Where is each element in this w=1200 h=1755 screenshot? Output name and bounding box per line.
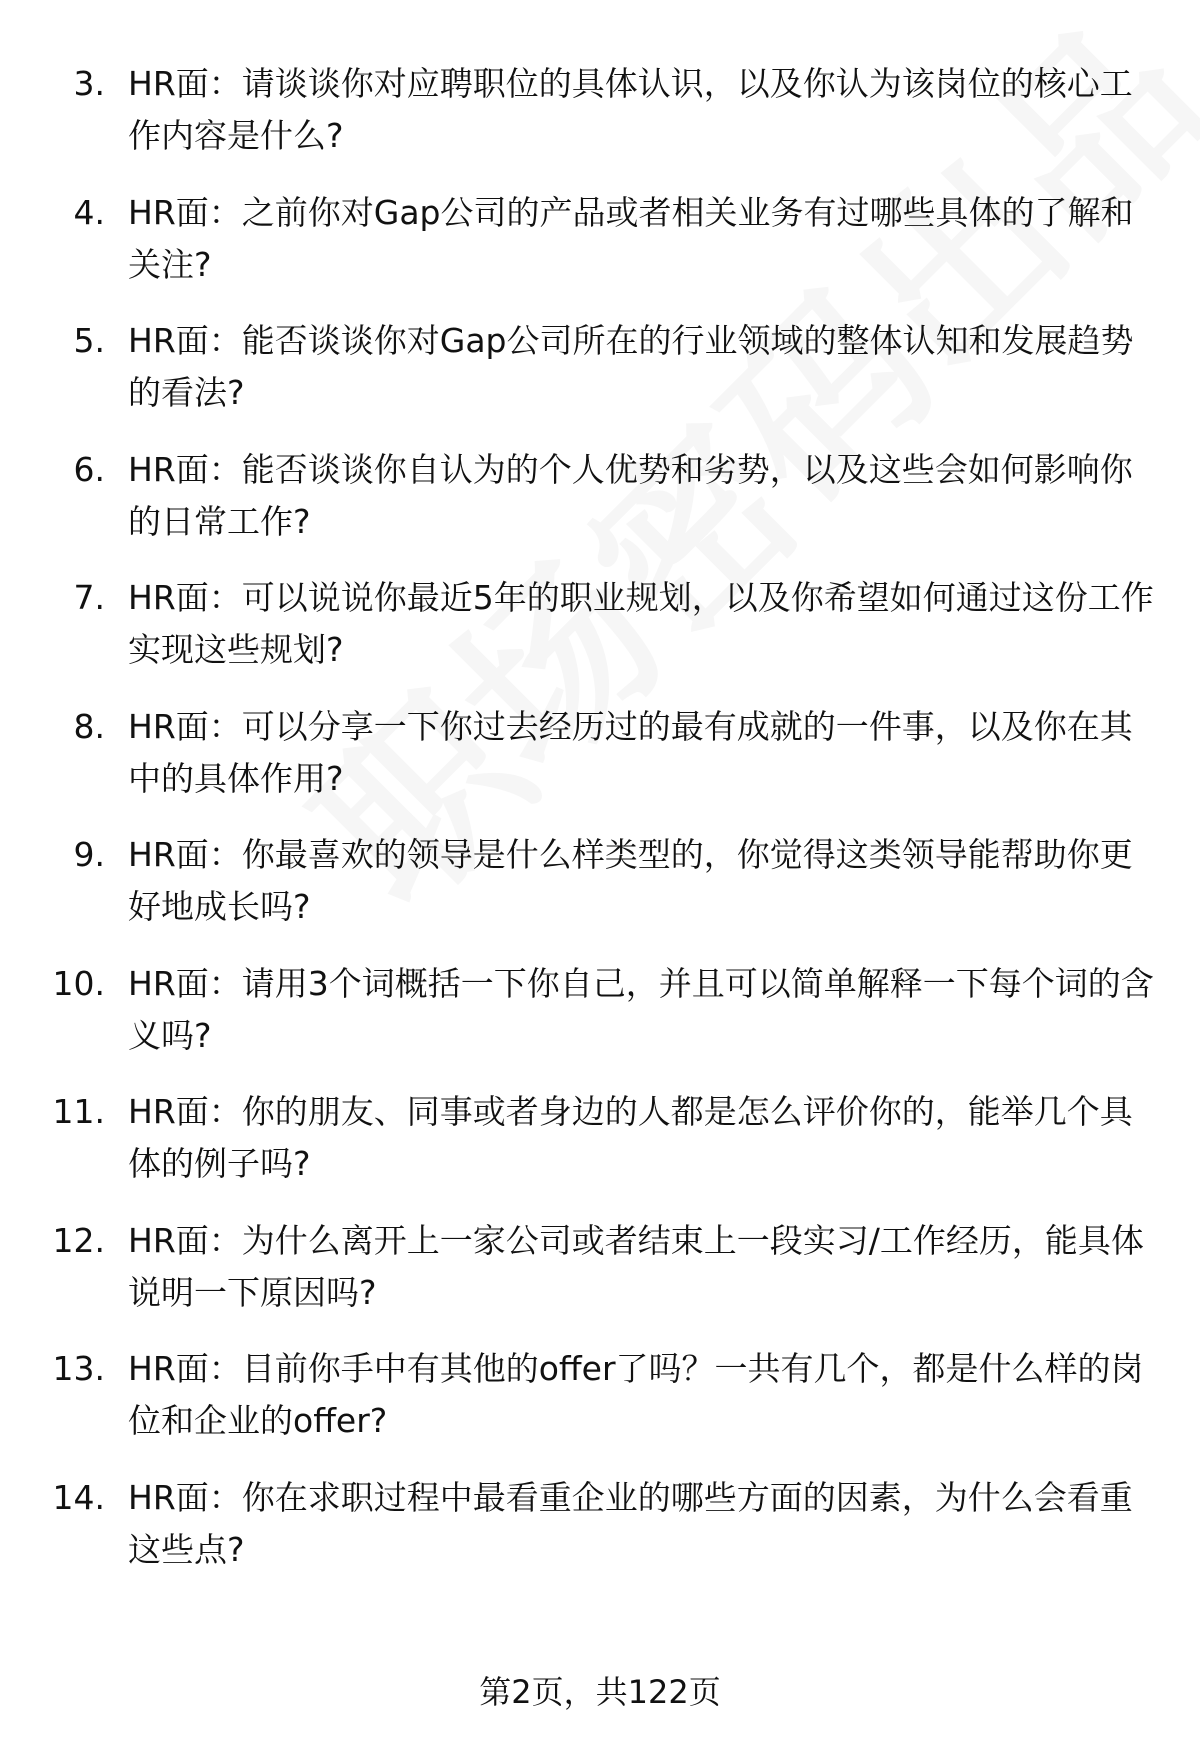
question-number: 13.: [52, 1349, 105, 1388]
question-number: 7.: [73, 578, 105, 617]
question-number: 10.: [52, 963, 105, 1003]
question-text: HR面：你在求职过程中最看重企业的哪些方面的因素，为什么会看重这些点?: [128, 1477, 1133, 1569]
question-item: [0, 701, 1200, 830]
question-item: [0, 187, 1200, 316]
question-text: HR面：可以分享一下你过去经历过的最有成就的一件事，以及你在其中的具体作用?: [128, 706, 1133, 798]
question-text: HR面：你最喜欢的领导是什么样类型的，你觉得这类领导能帮助你更好地成长吗?: [128, 835, 1133, 926]
question-text: HR面：能否谈谈你自认为的个人优势和劣势，以及这些会如何影响你的日常工作?: [128, 449, 1133, 541]
question-item: [0, 572, 1200, 701]
question-number: 3.: [73, 64, 105, 103]
question-text: HR面：为什么离开上一家公司或者结束上一段实习/工作经历，能具体说明一下原因吗?: [128, 1220, 1144, 1312]
question-item: [0, 58, 1200, 187]
question-item: [0, 1086, 1200, 1215]
question-number: 12.: [52, 1220, 105, 1260]
question-item: [0, 1215, 1200, 1344]
question-item: [0, 1472, 1200, 1601]
question-number: 4.: [73, 192, 105, 232]
question-text: HR面：可以说说你最近5年的职业规划，以及你希望如何通过这份工作实现这些规划?: [128, 578, 1154, 669]
question-item: [0, 958, 1200, 1087]
question-number: 8.: [73, 706, 105, 746]
question-text: HR面：目前你手中有其他的offer了吗？一共有几个，都是什么样的岗位和企业的offer?: [128, 1349, 1144, 1440]
question-item: [0, 1343, 1200, 1472]
question-item: [0, 444, 1200, 573]
page-number-footer: 第2页，共122页: [479, 1673, 721, 1711]
question-text: HR面：能否谈谈你对Gap公司所在的行业领域的整体认知和发展趋势的看法?: [128, 321, 1134, 412]
question-item: [0, 829, 1200, 958]
question-text: HR面：请用3个词概括一下你自己，并且可以简单解释一下每个词的含义吗?: [128, 963, 1154, 1055]
question-number: 14.: [52, 1477, 105, 1517]
question-text: HR面：你的朋友、同事或者身边的人都是怎么评价你的，能举几个具体的例子吗?: [128, 1092, 1133, 1183]
question-number: 11.: [52, 1092, 105, 1131]
question-number: 5.: [73, 321, 105, 360]
question-text: HR面：之前你对Gap公司的产品或者相关业务有过哪些具体的了解和关注?: [128, 192, 1134, 284]
question-text: HR面：请谈谈你对应聘职位的具体认识，以及你认为该岗位的核心工作内容是什么?: [128, 64, 1133, 155]
question-list: [0, 58, 1200, 1600]
question-item: [0, 315, 1200, 444]
question-number: 9.: [73, 835, 105, 874]
question-number: 6.: [73, 449, 105, 489]
